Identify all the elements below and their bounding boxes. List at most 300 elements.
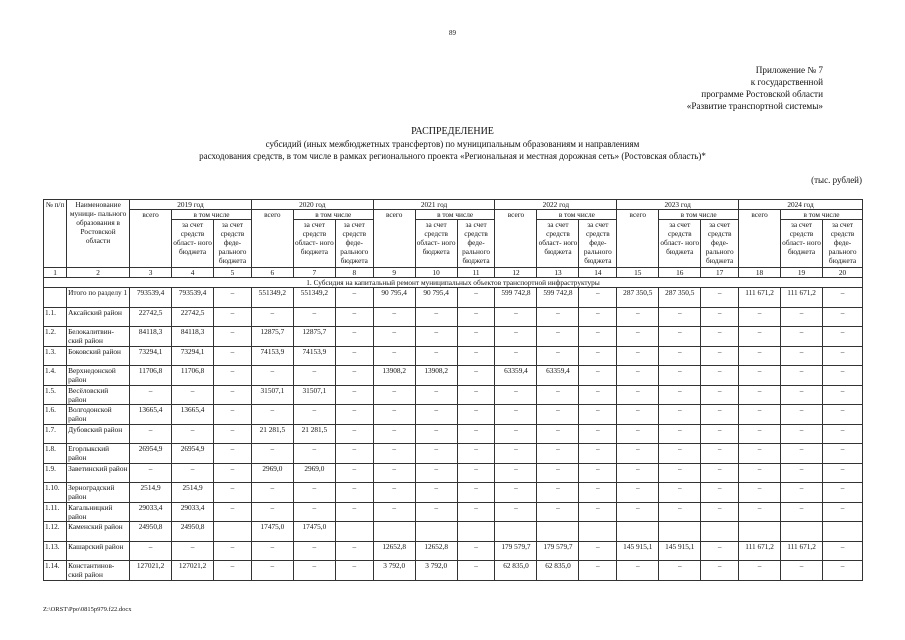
table-cell xyxy=(335,522,373,542)
table-cell: – xyxy=(739,385,781,405)
table-cell: – xyxy=(739,502,781,522)
table-cell xyxy=(537,522,579,542)
table-cell xyxy=(579,522,617,542)
table-cell: – xyxy=(823,483,863,503)
table-cell: – xyxy=(781,385,823,405)
row-name: Весёловский район xyxy=(67,385,130,405)
table-cell: 179 579,7 xyxy=(537,541,579,561)
table-cell xyxy=(617,522,659,542)
table-cell: – xyxy=(781,366,823,386)
table-cell: 2514,9 xyxy=(172,483,214,503)
table-cell: 31507,1 xyxy=(293,385,335,405)
table-cell: – xyxy=(457,463,495,483)
table-cell: – xyxy=(617,502,659,522)
table-cell: 90 795,4 xyxy=(415,288,457,308)
table-cell: – xyxy=(415,307,457,327)
column-number: 2 xyxy=(67,268,130,278)
table-row xyxy=(44,502,863,522)
row-number: 1.4. xyxy=(44,366,67,386)
distribution-table xyxy=(43,199,863,581)
table-cell: 145 915,1 xyxy=(659,541,701,561)
table-row xyxy=(44,463,863,483)
table-cell: – xyxy=(251,366,293,386)
header-including: в том числе xyxy=(293,210,373,220)
row-name: Волгодонской район xyxy=(67,405,130,425)
table-cell: – xyxy=(457,366,495,386)
table-cell: – xyxy=(373,405,415,425)
column-number: 12 xyxy=(495,268,537,278)
column-number: 1 xyxy=(44,268,67,278)
appendix-line: «Развитие транспортной системы» xyxy=(686,101,823,111)
table-cell: – xyxy=(823,444,863,464)
row-number: 1.2. xyxy=(44,327,67,347)
table-cell: – xyxy=(537,444,579,464)
appendix-line: к государственной xyxy=(750,77,823,87)
table-cell: – xyxy=(415,463,457,483)
header-regional: за счет средств област- ного бюджета xyxy=(659,220,701,268)
table-cell: – xyxy=(293,561,335,581)
row-name: Егорлыкский район xyxy=(67,444,130,464)
table-cell: – xyxy=(457,561,495,581)
table-cell: – xyxy=(214,483,252,503)
table-cell: 2969,0 xyxy=(251,463,293,483)
row-number: 1.11. xyxy=(44,502,67,522)
table-cell: – xyxy=(214,424,252,444)
table-cell: 12875,7 xyxy=(293,327,335,347)
table-cell: 11706,8 xyxy=(172,366,214,386)
table-cell xyxy=(739,522,781,542)
table-cell: – xyxy=(251,307,293,327)
table-cell xyxy=(659,522,701,542)
column-number: 6 xyxy=(251,268,293,278)
row-name: Константинов- ский район xyxy=(67,561,130,581)
table-cell: – xyxy=(373,483,415,503)
table-cell: – xyxy=(495,405,537,425)
header-federal: за счет средств феде- рального бюджета xyxy=(457,220,495,268)
header-federal: за счет средств феде- рального бюджета xyxy=(335,220,373,268)
table-cell: – xyxy=(335,327,373,347)
table-cell: – xyxy=(701,366,739,386)
table-cell: – xyxy=(373,444,415,464)
table-cell: 21 281,5 xyxy=(251,424,293,444)
row-name: Кашарский район xyxy=(67,541,130,561)
row-number: 1.10. xyxy=(44,483,67,503)
table-cell: – xyxy=(579,346,617,366)
table-cell: 90 795,4 xyxy=(373,288,415,308)
table-cell: – xyxy=(659,307,701,327)
row-number xyxy=(44,288,67,308)
table-cell: – xyxy=(457,502,495,522)
table-cell: – xyxy=(781,405,823,425)
row-name: Каменский район xyxy=(67,522,130,542)
table-cell: – xyxy=(579,561,617,581)
table-cell: – xyxy=(701,307,739,327)
table-cell: – xyxy=(214,463,252,483)
table-cell: – xyxy=(579,541,617,561)
header-federal: за счет средств феде- рального бюджета xyxy=(701,220,739,268)
table-cell: – xyxy=(781,463,823,483)
row-name: Белокалитвин- ский район xyxy=(67,327,130,347)
row-number: 1.13. xyxy=(44,541,67,561)
table-cell: – xyxy=(457,288,495,308)
table-cell: 31507,1 xyxy=(251,385,293,405)
table-cell: 13908,2 xyxy=(415,366,457,386)
table-cell: – xyxy=(579,483,617,503)
table-cell: – xyxy=(293,541,335,561)
column-number: 19 xyxy=(781,268,823,278)
table-cell: – xyxy=(373,327,415,347)
row-name: Верхнедонской район xyxy=(67,366,130,386)
table-cell: – xyxy=(335,385,373,405)
table-cell: – xyxy=(293,444,335,464)
header-year: 2019 год xyxy=(130,200,252,210)
table-cell: – xyxy=(701,463,739,483)
table-row xyxy=(44,366,863,386)
table-cell: 24950,8 xyxy=(172,522,214,542)
table-cell: – xyxy=(495,502,537,522)
table-cell: – xyxy=(617,483,659,503)
table-cell: – xyxy=(335,444,373,464)
table-row xyxy=(44,483,863,503)
table-cell xyxy=(701,522,739,542)
row-name: Кагальницкий район xyxy=(67,502,130,522)
table-row xyxy=(44,346,863,366)
table-cell: – xyxy=(495,463,537,483)
table-cell: – xyxy=(457,346,495,366)
table-cell: – xyxy=(701,405,739,425)
table-cell: – xyxy=(781,444,823,464)
table-cell: – xyxy=(781,483,823,503)
table-cell: – xyxy=(251,541,293,561)
table-cell: 111 671,2 xyxy=(781,541,823,561)
table-cell: – xyxy=(172,541,214,561)
row-name: Заветинский район xyxy=(67,463,130,483)
table-cell: – xyxy=(130,385,172,405)
table-cell: – xyxy=(617,405,659,425)
table-cell: – xyxy=(415,405,457,425)
header-regional: за счет средств област- ного бюджета xyxy=(415,220,457,268)
table-cell: – xyxy=(415,483,457,503)
table-cell: 599 742,8 xyxy=(495,288,537,308)
table-cell: 179 579,7 xyxy=(495,541,537,561)
table-cell: – xyxy=(415,444,457,464)
table-cell: – xyxy=(214,541,252,561)
table-cell: – xyxy=(739,463,781,483)
table-cell: – xyxy=(214,327,252,347)
table-cell: – xyxy=(823,424,863,444)
table-row xyxy=(44,405,863,425)
table-cell: – xyxy=(457,385,495,405)
table-cell: – xyxy=(537,424,579,444)
table-cell: – xyxy=(659,444,701,464)
table-cell: – xyxy=(495,483,537,503)
units-label: (тыс. рублей) xyxy=(811,175,862,185)
table-cell: – xyxy=(251,483,293,503)
table-cell: – xyxy=(335,541,373,561)
table-cell: 29033,4 xyxy=(130,502,172,522)
table-cell: 13908,2 xyxy=(373,366,415,386)
table-cell: – xyxy=(457,541,495,561)
table-cell: – xyxy=(457,424,495,444)
table-cell: – xyxy=(579,463,617,483)
table-cell: – xyxy=(293,483,335,503)
header-total: всего xyxy=(251,210,293,268)
table-cell: 11706,8 xyxy=(130,366,172,386)
table-cell: 551349,2 xyxy=(293,288,335,308)
table-cell: – xyxy=(659,346,701,366)
table-cell: – xyxy=(537,502,579,522)
table-cell: – xyxy=(415,502,457,522)
table-cell: – xyxy=(823,405,863,425)
table-cell: – xyxy=(214,405,252,425)
table-cell: – xyxy=(537,463,579,483)
column-number: 13 xyxy=(537,268,579,278)
header-total: всего xyxy=(130,210,172,268)
table-cell: – xyxy=(537,327,579,347)
table-cell: – xyxy=(130,541,172,561)
table-cell: – xyxy=(537,307,579,327)
table-row xyxy=(44,327,863,347)
table-cell: 17475,0 xyxy=(251,522,293,542)
table-cell: – xyxy=(739,561,781,581)
title-line: субсидий (иных межбюджетных трансфертов) по муниципальным образованиям и направлениям xyxy=(265,139,640,149)
table-cell: 74153,9 xyxy=(251,346,293,366)
header-total: всего xyxy=(495,210,537,268)
row-number: 1.8. xyxy=(44,444,67,464)
table-cell: – xyxy=(739,483,781,503)
table-cell: – xyxy=(172,463,214,483)
table-cell: – xyxy=(415,327,457,347)
table-cell: – xyxy=(579,307,617,327)
table-cell: 12652,8 xyxy=(415,541,457,561)
table-cell: – xyxy=(293,502,335,522)
header-federal: за счет средств феде- рального бюджета xyxy=(214,220,252,268)
file-path: Z:\ORST\Ppo\0815p979.f22.docx xyxy=(43,606,132,613)
table-cell: – xyxy=(251,502,293,522)
table-cell: – xyxy=(823,346,863,366)
table-cell: 599 742,8 xyxy=(537,288,579,308)
table-cell: – xyxy=(823,327,863,347)
table-cell: 26954,9 xyxy=(130,444,172,464)
table-cell: – xyxy=(739,424,781,444)
table-cell: 3 792,0 xyxy=(373,561,415,581)
header-regional: за счет средств област- ного бюджета xyxy=(781,220,823,268)
table-cell: – xyxy=(659,561,701,581)
table-cell: – xyxy=(781,346,823,366)
row-number: 1.1. xyxy=(44,307,67,327)
table-cell: 62 835,0 xyxy=(495,561,537,581)
table-cell: – xyxy=(617,561,659,581)
table-cell: – xyxy=(335,346,373,366)
table-cell: – xyxy=(823,288,863,308)
header-year: 2021 год xyxy=(373,200,495,210)
header-regional: за счет средств област- ного бюджета xyxy=(537,220,579,268)
table-cell: – xyxy=(214,288,252,308)
table-cell: – xyxy=(130,424,172,444)
table-cell: 793539,4 xyxy=(172,288,214,308)
table-cell: 74153,9 xyxy=(293,346,335,366)
header-including: в том числе xyxy=(415,210,495,220)
row-name: Аксайский район xyxy=(67,307,130,327)
table-cell: 111 671,2 xyxy=(739,541,781,561)
table-cell: – xyxy=(781,424,823,444)
column-number: 10 xyxy=(415,268,457,278)
table-cell: – xyxy=(617,385,659,405)
table-cell: – xyxy=(579,385,617,405)
document-title xyxy=(0,126,905,162)
table-cell xyxy=(823,522,863,542)
header-year: 2024 год xyxy=(739,200,863,210)
header-total: всего xyxy=(617,210,659,268)
table-cell: – xyxy=(214,385,252,405)
table-cell: – xyxy=(701,444,739,464)
header-regional: за счет средств област- ного бюджета xyxy=(172,220,214,268)
table-cell: – xyxy=(214,346,252,366)
table-cell xyxy=(214,522,252,542)
table-cell: – xyxy=(701,288,739,308)
table-cell: 111 671,2 xyxy=(739,288,781,308)
header-year: 2023 год xyxy=(617,200,739,210)
table-cell: – xyxy=(415,346,457,366)
table-cell: – xyxy=(823,366,863,386)
column-number: 9 xyxy=(373,268,415,278)
column-number: 20 xyxy=(823,268,863,278)
appendix-line: Приложение № 7 xyxy=(755,65,823,75)
table-cell: – xyxy=(335,561,373,581)
table-cell: – xyxy=(823,463,863,483)
header-num: № п/п xyxy=(44,200,67,268)
table-cell: – xyxy=(251,444,293,464)
header-federal: за счет средств феде- рального бюджета xyxy=(823,220,863,268)
table-cell: 2969,0 xyxy=(293,463,335,483)
table-cell: 63359,4 xyxy=(495,366,537,386)
table-cell: – xyxy=(659,385,701,405)
table-cell: 13665,4 xyxy=(172,405,214,425)
table-cell: – xyxy=(781,327,823,347)
table-cell: – xyxy=(823,385,863,405)
title-heading: РАСПРЕДЕЛЕНИЕ xyxy=(411,126,494,137)
table-cell: – xyxy=(659,502,701,522)
table-cell: – xyxy=(495,307,537,327)
table-cell xyxy=(373,522,415,542)
column-number: 3 xyxy=(130,268,172,278)
table-cell: 17475,0 xyxy=(293,522,335,542)
table-cell: – xyxy=(172,385,214,405)
table-cell: 22742,5 xyxy=(172,307,214,327)
table-cell xyxy=(415,522,457,542)
column-number: 17 xyxy=(701,268,739,278)
table-cell: – xyxy=(293,307,335,327)
header-total: всего xyxy=(373,210,415,268)
table-cell: 73294,1 xyxy=(130,346,172,366)
table-cell: 127021,2 xyxy=(130,561,172,581)
header-total: всего xyxy=(739,210,781,268)
table-cell: – xyxy=(617,346,659,366)
table-cell: – xyxy=(415,424,457,444)
table-row xyxy=(44,444,863,464)
table-cell: – xyxy=(579,502,617,522)
table-cell: – xyxy=(335,502,373,522)
header-including: в том числе xyxy=(172,210,252,220)
table-cell: – xyxy=(457,307,495,327)
table-cell: 12652,8 xyxy=(373,541,415,561)
table-cell: – xyxy=(701,327,739,347)
row-number: 1.5. xyxy=(44,385,67,405)
table-cell: – xyxy=(373,502,415,522)
table-cell: – xyxy=(659,483,701,503)
table-cell: – xyxy=(617,307,659,327)
appendix-line: программе Ростовской области xyxy=(701,89,823,99)
table-cell: – xyxy=(617,463,659,483)
table-row xyxy=(44,541,863,561)
table-cell: – xyxy=(781,502,823,522)
table-cell: – xyxy=(701,424,739,444)
table-cell: – xyxy=(739,405,781,425)
table-cell: – xyxy=(659,327,701,347)
table-cell: – xyxy=(373,346,415,366)
row-name: Зерноградский район xyxy=(67,483,130,503)
table-cell: – xyxy=(214,444,252,464)
table-cell: – xyxy=(457,405,495,425)
row-number: 1.9. xyxy=(44,463,67,483)
row-number: 1.14. xyxy=(44,561,67,581)
table-cell: 13665,4 xyxy=(130,405,172,425)
table-cell: 24950,8 xyxy=(130,522,172,542)
table-cell: 12875,7 xyxy=(251,327,293,347)
table-cell: 26954,9 xyxy=(172,444,214,464)
table-cell: – xyxy=(495,424,537,444)
row-name: Боковский район xyxy=(67,346,130,366)
table-cell: – xyxy=(701,502,739,522)
header-name: Наименование муници- пального образования в Ростовской области xyxy=(67,200,130,268)
table-cell: – xyxy=(659,463,701,483)
row-name: Итого по разделу 1 xyxy=(67,288,130,308)
column-number: 7 xyxy=(293,268,335,278)
table-cell: – xyxy=(617,424,659,444)
table-cell: 2514,9 xyxy=(130,483,172,503)
table-row xyxy=(44,522,863,542)
table-cell: – xyxy=(823,561,863,581)
table-cell: – xyxy=(659,405,701,425)
header-year: 2020 год xyxy=(251,200,373,210)
table-cell: – xyxy=(335,463,373,483)
table-cell: – xyxy=(701,561,739,581)
table-cell: – xyxy=(537,385,579,405)
table-cell: – xyxy=(495,327,537,347)
table-cell: – xyxy=(172,424,214,444)
table-cell: – xyxy=(495,444,537,464)
row-number: 1.6. xyxy=(44,405,67,425)
table-cell: – xyxy=(373,463,415,483)
table-cell: – xyxy=(659,424,701,444)
table-cell: – xyxy=(457,444,495,464)
table-cell: – xyxy=(739,366,781,386)
table-cell: – xyxy=(739,307,781,327)
table-cell: – xyxy=(781,307,823,327)
table-cell: – xyxy=(579,444,617,464)
appendix-block xyxy=(643,64,823,112)
table-cell: – xyxy=(251,405,293,425)
table-cell: 551349,2 xyxy=(251,288,293,308)
column-number: 4 xyxy=(172,268,214,278)
row-number: 1.12. xyxy=(44,522,67,542)
table-cell: – xyxy=(373,307,415,327)
column-number: 11 xyxy=(457,268,495,278)
table-cell: – xyxy=(701,385,739,405)
column-number: 18 xyxy=(739,268,781,278)
table-cell: – xyxy=(293,405,335,425)
table-cell: – xyxy=(617,444,659,464)
